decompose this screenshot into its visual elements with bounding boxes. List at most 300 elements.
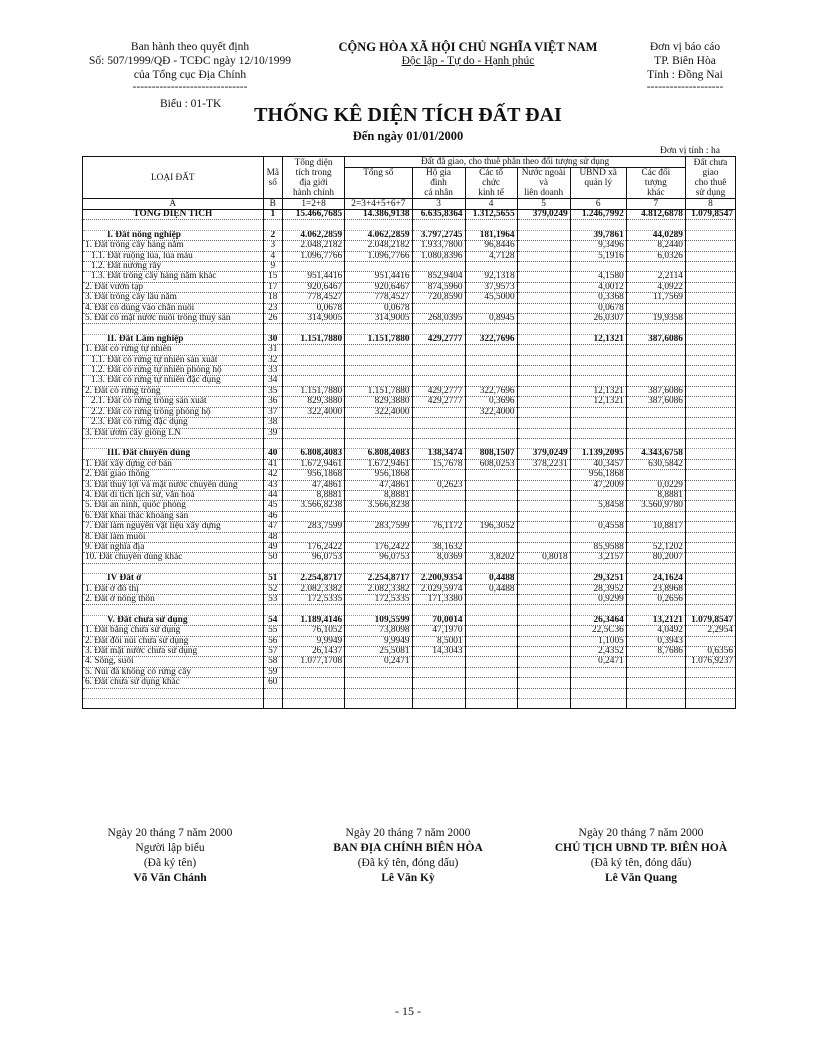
value-cell: 26,1437	[282, 646, 344, 656]
value-cell	[685, 584, 735, 594]
value-cell	[517, 407, 570, 417]
value-cell	[282, 605, 344, 615]
value-cell	[570, 438, 626, 448]
code-cell: 58	[263, 657, 282, 667]
header-subtotal: Tổng số	[345, 168, 412, 199]
value-cell: 283,7599	[345, 522, 412, 532]
code-cell	[263, 688, 282, 698]
land-type-cell: 1. Đất có rừng tự nhiên	[83, 345, 264, 355]
value-cell	[685, 345, 735, 355]
value-cell: 1.189,4146	[282, 615, 344, 625]
value-cell	[570, 220, 626, 230]
value-cell	[282, 428, 344, 438]
table-row	[83, 584, 736, 594]
value-cell	[412, 438, 465, 448]
code-cell: 44	[263, 490, 282, 500]
value-cell	[412, 345, 465, 355]
code-cell	[263, 699, 282, 709]
value-cell	[345, 324, 412, 334]
value-cell	[412, 605, 465, 615]
value-cell	[517, 522, 570, 532]
value-cell	[570, 376, 626, 386]
code-cell: 50	[263, 553, 282, 563]
land-type-cell: 2.2. Đất có rừng trồng phòng hộ	[83, 407, 264, 417]
value-cell: 13,2121	[626, 615, 685, 625]
value-cell: 2,2954	[685, 626, 735, 636]
value-cell: 96,0753	[282, 553, 344, 563]
land-type-cell: 2. Đất giao thông	[83, 470, 264, 480]
land-type-cell	[83, 220, 264, 230]
value-cell: 3,8202	[465, 553, 517, 563]
land-type-cell: TỔNG DIỆN TÍCH	[83, 210, 264, 220]
value-cell	[570, 605, 626, 615]
value-cell	[412, 657, 465, 667]
value-cell	[626, 366, 685, 376]
value-cell: 1.933,7800	[412, 241, 465, 251]
code-cell: 36	[263, 397, 282, 407]
table-spacer-row	[83, 688, 736, 698]
value-cell: 172,5335	[282, 594, 344, 604]
value-cell	[345, 262, 412, 272]
decision-line-1: Ban hành theo quyết định	[130, 41, 250, 53]
code-cell: 35	[263, 386, 282, 396]
code-cell: 42	[263, 470, 282, 480]
value-cell	[282, 678, 344, 688]
land-type-cell: I. Đất nông nghiệp	[83, 230, 264, 240]
table-section-row	[83, 230, 736, 240]
value-cell: 4,0492	[626, 626, 685, 636]
table-spacer-row	[83, 220, 736, 230]
value-cell	[685, 407, 735, 417]
table-row	[83, 553, 736, 563]
value-cell	[685, 542, 735, 552]
value-cell	[465, 615, 517, 625]
value-cell: 37,9573	[465, 282, 517, 292]
value-cell: 322,7696	[465, 386, 517, 396]
land-statistics-table	[82, 156, 736, 709]
value-cell: 0,3696	[465, 397, 517, 407]
value-cell: 22,5C36	[570, 626, 626, 636]
value-cell: 956,1868	[345, 470, 412, 480]
value-cell: 4.812,6878	[626, 210, 685, 220]
value-cell	[570, 667, 626, 677]
table-spacer-row	[83, 699, 736, 709]
value-cell	[412, 366, 465, 376]
value-cell	[517, 667, 570, 677]
value-cell: 0,6356	[685, 646, 735, 656]
value-cell	[282, 563, 344, 573]
value-cell	[412, 688, 465, 698]
value-cell	[570, 532, 626, 542]
value-cell	[345, 345, 412, 355]
table-row	[83, 636, 736, 646]
value-cell	[465, 438, 517, 448]
table-row	[83, 272, 736, 282]
value-cell	[685, 470, 735, 480]
code-cell	[263, 605, 282, 615]
value-cell	[282, 438, 344, 448]
column-index-cell: 8	[685, 199, 735, 210]
value-cell	[412, 418, 465, 428]
land-type-cell: 2. Đất vườn tạp	[83, 282, 264, 292]
value-cell	[517, 438, 570, 448]
value-cell: 1.080,8396	[412, 251, 465, 261]
header-allocated-group: Đất đã giao, cho thuê phân theo đối tượng sử dụng	[345, 157, 686, 168]
value-cell	[465, 303, 517, 313]
code-cell: 49	[263, 542, 282, 552]
value-cell: 26,0307	[570, 314, 626, 324]
table-row	[83, 678, 736, 688]
value-cell	[626, 532, 685, 542]
value-cell: 322,4000	[465, 407, 517, 417]
value-cell	[626, 220, 685, 230]
value-cell: 829,3880	[282, 397, 344, 407]
value-cell	[626, 376, 685, 386]
value-cell	[685, 532, 735, 542]
value-cell: 387,6086	[626, 334, 685, 344]
value-cell	[465, 262, 517, 272]
value-cell: 1,1005	[570, 636, 626, 646]
value-cell: 322,7696	[465, 334, 517, 344]
value-cell: 15.466,7685	[282, 210, 344, 220]
land-type-cell: IV Đất ở	[83, 574, 264, 584]
value-cell: 23,8968	[626, 584, 685, 594]
preparer-date: Ngày 20 tháng 7 năm 2000	[107, 827, 233, 839]
code-cell: 53	[263, 594, 282, 604]
value-cell: 12,1321	[570, 397, 626, 407]
value-cell: 852,9404	[412, 272, 465, 282]
value-cell	[282, 511, 344, 521]
value-cell: 1.672,9461	[345, 459, 412, 469]
value-cell: 0,2471	[345, 657, 412, 667]
land-type-cell: 3. Đất thuỷ lợi và mặt nước chuyên dùng	[83, 480, 264, 490]
value-cell	[412, 563, 465, 573]
land-type-cell: 1. Đất bằng chưa sử dụng	[83, 626, 264, 636]
code-cell: 45	[263, 501, 282, 511]
code-cell: 52	[263, 584, 282, 594]
value-cell: 176,2422	[345, 542, 412, 552]
code-cell: 23	[263, 303, 282, 313]
value-cell	[345, 376, 412, 386]
value-cell: 9,9949	[282, 636, 344, 646]
code-cell: 4	[263, 251, 282, 261]
value-cell	[345, 688, 412, 698]
value-cell: 24,1624	[626, 574, 685, 584]
code-cell: 59	[263, 667, 282, 677]
value-cell	[685, 334, 735, 344]
value-cell: 1.077,1708	[282, 657, 344, 667]
value-cell: 1.312,5655	[465, 210, 517, 220]
value-cell	[517, 324, 570, 334]
value-cell	[685, 459, 735, 469]
column-index-cell: 2=3+4+5+6+7	[345, 199, 412, 210]
value-cell: 1.151,7880	[345, 386, 412, 396]
code-cell: 2	[263, 230, 282, 240]
table-row	[83, 407, 736, 417]
issuing-decision	[70, 40, 310, 92]
value-cell: 2.048,2182	[282, 241, 344, 251]
value-cell: 8,5001	[412, 636, 465, 646]
value-cell	[626, 303, 685, 313]
value-cell: 0,2471	[570, 657, 626, 667]
value-cell: 14,3043	[412, 646, 465, 656]
table-spacer-row	[83, 324, 736, 334]
land-type-cell: 1.2. Đất có rừng tự nhiên phòng hộ	[83, 366, 264, 376]
value-cell: 1.246,7992	[570, 210, 626, 220]
value-cell: 8,8881	[626, 490, 685, 500]
header-other: Các đối tượng khác	[626, 168, 685, 199]
land-type-cell: 1.3. Đất trồng cây hàng năm khác	[83, 272, 264, 282]
value-cell	[685, 511, 735, 521]
land-type-cell: 7. Đất làm nguyên vật liệu xây dựng	[83, 522, 264, 532]
land-type-cell: 10. Đất chuyên dùng khác	[83, 553, 264, 563]
value-cell: 387,6086	[626, 397, 685, 407]
chairman-signed-note: (Đã ký tên, đóng dấu)	[590, 857, 692, 869]
value-cell: 268,0395	[412, 314, 465, 324]
land-type-cell: 6. Đất khai thác khoáng sản	[83, 511, 264, 521]
office-name: Lê Văn Kỳ	[381, 872, 435, 884]
unit-province: Tỉnh : Đồng Nai	[647, 69, 723, 81]
value-cell	[685, 501, 735, 511]
value-cell: 172,5335	[345, 594, 412, 604]
table-row	[83, 657, 736, 667]
code-cell: 56	[263, 636, 282, 646]
value-cell: 314,9005	[345, 314, 412, 324]
value-cell	[345, 699, 412, 709]
value-cell: 2.254,8717	[345, 574, 412, 584]
signature-preparer	[80, 826, 260, 886]
value-cell: 829,3880	[345, 397, 412, 407]
value-cell	[626, 262, 685, 272]
value-cell: 2,4352	[570, 646, 626, 656]
value-cell: 951,4416	[282, 272, 344, 282]
value-cell: 322,4000	[345, 407, 412, 417]
value-cell: 10,8817	[626, 522, 685, 532]
value-cell: 1.151,7880	[345, 334, 412, 344]
land-type-cell: 5. Đất an ninh, quốc phòng	[83, 501, 264, 511]
value-cell: 4,0012	[570, 282, 626, 292]
value-cell	[517, 646, 570, 656]
value-cell	[465, 428, 517, 438]
table-row	[83, 262, 736, 272]
value-cell	[345, 418, 412, 428]
value-cell	[570, 563, 626, 573]
table-row	[83, 626, 736, 636]
value-cell: 76,1052	[282, 626, 344, 636]
table-spacer-row	[83, 605, 736, 615]
value-cell: 28,3952	[570, 584, 626, 594]
value-cell	[626, 688, 685, 698]
value-cell	[412, 667, 465, 677]
value-cell	[685, 563, 735, 573]
value-cell	[517, 688, 570, 698]
value-cell	[517, 584, 570, 594]
value-cell	[412, 501, 465, 511]
value-cell: 0,9299	[570, 594, 626, 604]
form-code: Biểu : 01-TK	[160, 98, 222, 110]
column-index-cell: 7	[626, 199, 685, 210]
value-cell	[412, 355, 465, 365]
value-cell	[517, 490, 570, 500]
code-cell: 51	[263, 574, 282, 584]
value-cell	[465, 366, 517, 376]
value-cell	[345, 366, 412, 376]
value-cell	[570, 490, 626, 500]
value-cell	[685, 220, 735, 230]
table-section-row	[83, 334, 736, 344]
value-cell	[465, 688, 517, 698]
chairman-name: Lê Văn Quang	[604, 872, 677, 884]
value-cell: 630,5842	[626, 459, 685, 469]
value-cell: 96,0753	[345, 553, 412, 563]
value-cell	[517, 251, 570, 261]
value-cell	[570, 355, 626, 365]
value-cell: 12,1321	[570, 334, 626, 344]
value-cell	[517, 345, 570, 355]
value-cell: 4,1580	[570, 272, 626, 282]
value-cell	[626, 407, 685, 417]
value-cell: 2.254,8717	[282, 574, 344, 584]
value-cell: 4,0922	[626, 282, 685, 292]
value-cell: 0,8945	[465, 314, 517, 324]
value-cell	[282, 324, 344, 334]
value-cell	[282, 355, 344, 365]
value-cell: 778,4527	[282, 293, 344, 303]
value-cell	[626, 563, 685, 573]
value-cell	[465, 480, 517, 490]
value-cell	[465, 626, 517, 636]
code-cell: 40	[263, 449, 282, 459]
value-cell	[412, 220, 465, 230]
value-cell	[517, 605, 570, 615]
value-cell: 2.082,3382	[345, 584, 412, 594]
value-cell	[685, 262, 735, 272]
code-cell: 30	[263, 334, 282, 344]
value-cell	[345, 511, 412, 521]
value-cell: 0,0678	[345, 303, 412, 313]
value-cell: 3.566,8238	[345, 501, 412, 511]
value-cell	[282, 366, 344, 376]
header-economic-orgs: Các tổ chức kinh tế	[465, 168, 517, 199]
code-cell	[263, 324, 282, 334]
column-index-cell: A	[83, 199, 264, 210]
office-role: BAN ĐỊA CHÍNH BIÊN HÒA	[333, 842, 483, 854]
signature-chairman	[536, 826, 746, 886]
value-cell: 9,3496	[570, 241, 626, 251]
value-cell	[685, 480, 735, 490]
value-cell: 387,6086	[626, 386, 685, 396]
value-cell: 2.029,5974	[412, 584, 465, 594]
table-row	[83, 480, 736, 490]
value-cell: 9,9949	[345, 636, 412, 646]
value-cell: 2,2114	[626, 272, 685, 282]
column-index-cell: 1=2+8	[282, 199, 344, 210]
code-cell: 18	[263, 293, 282, 303]
value-cell: 720,8590	[412, 293, 465, 303]
value-cell	[517, 366, 570, 376]
value-cell: 1.076,9237	[685, 657, 735, 667]
value-cell: 322,4000	[282, 407, 344, 417]
value-cell: 47,4861	[345, 480, 412, 490]
value-cell: 96,8446	[465, 241, 517, 251]
value-cell	[412, 470, 465, 480]
value-cell: 70,0014	[412, 615, 465, 625]
value-cell: 778,4527	[345, 293, 412, 303]
value-cell	[517, 574, 570, 584]
value-cell	[626, 470, 685, 480]
code-cell: 54	[263, 615, 282, 625]
column-index-cell: 3	[412, 199, 465, 210]
code-cell: 43	[263, 480, 282, 490]
table-row	[83, 428, 736, 438]
value-cell	[685, 366, 735, 376]
code-cell: 3	[263, 241, 282, 251]
value-cell	[517, 480, 570, 490]
code-cell: 32	[263, 355, 282, 365]
land-type-cell: 2.1. Đất có rừng trồng sản xuất	[83, 397, 264, 407]
value-cell: 76,1172	[412, 522, 465, 532]
land-type-cell	[83, 563, 264, 573]
land-type-cell: 9. Đất nghĩa địa	[83, 542, 264, 552]
value-cell	[517, 355, 570, 365]
value-cell: 3.566,8238	[282, 501, 344, 511]
value-cell	[517, 594, 570, 604]
value-cell	[570, 262, 626, 272]
value-cell	[685, 428, 735, 438]
value-cell: 176,2422	[282, 542, 344, 552]
value-cell: 138,3474	[412, 449, 465, 459]
value-cell: 3,2157	[570, 553, 626, 563]
code-cell: 41	[263, 459, 282, 469]
unit-of-measure: Đơn vị tính : ha	[660, 146, 720, 156]
table-row	[83, 490, 736, 500]
code-cell: 26	[263, 314, 282, 324]
value-cell: 4.343,6758	[626, 449, 685, 459]
value-cell	[282, 667, 344, 677]
value-cell	[465, 646, 517, 656]
header-unallocated: Đất chưa giao cho thuê sử dụng	[685, 157, 735, 199]
value-cell: 0,4488	[465, 574, 517, 584]
table-row	[83, 646, 736, 656]
value-cell	[517, 657, 570, 667]
value-cell	[517, 615, 570, 625]
table-row	[83, 355, 736, 365]
value-cell	[517, 230, 570, 240]
value-cell: 109,5599	[345, 615, 412, 625]
value-cell: 5,8458	[570, 501, 626, 511]
value-cell	[626, 667, 685, 677]
land-type-cell: 5. Núi đá không có rừng cây	[83, 667, 264, 677]
value-cell	[465, 220, 517, 230]
table-row	[83, 542, 736, 552]
value-cell	[465, 532, 517, 542]
preparer-role: Người lập biểu	[135, 842, 205, 854]
code-cell: 34	[263, 376, 282, 386]
value-cell: 0,2656	[626, 594, 685, 604]
office-date: Ngày 20 tháng 7 năm 2000	[345, 827, 471, 839]
value-cell	[282, 220, 344, 230]
value-cell	[626, 324, 685, 334]
value-cell: 11,7569	[626, 293, 685, 303]
land-type-cell	[83, 438, 264, 448]
value-cell: 8,8881	[345, 490, 412, 500]
value-cell: 4.062,2859	[282, 230, 344, 240]
value-cell	[685, 314, 735, 324]
value-cell	[685, 449, 735, 459]
value-cell	[685, 667, 735, 677]
value-cell	[412, 678, 465, 688]
code-cell: 57	[263, 646, 282, 656]
